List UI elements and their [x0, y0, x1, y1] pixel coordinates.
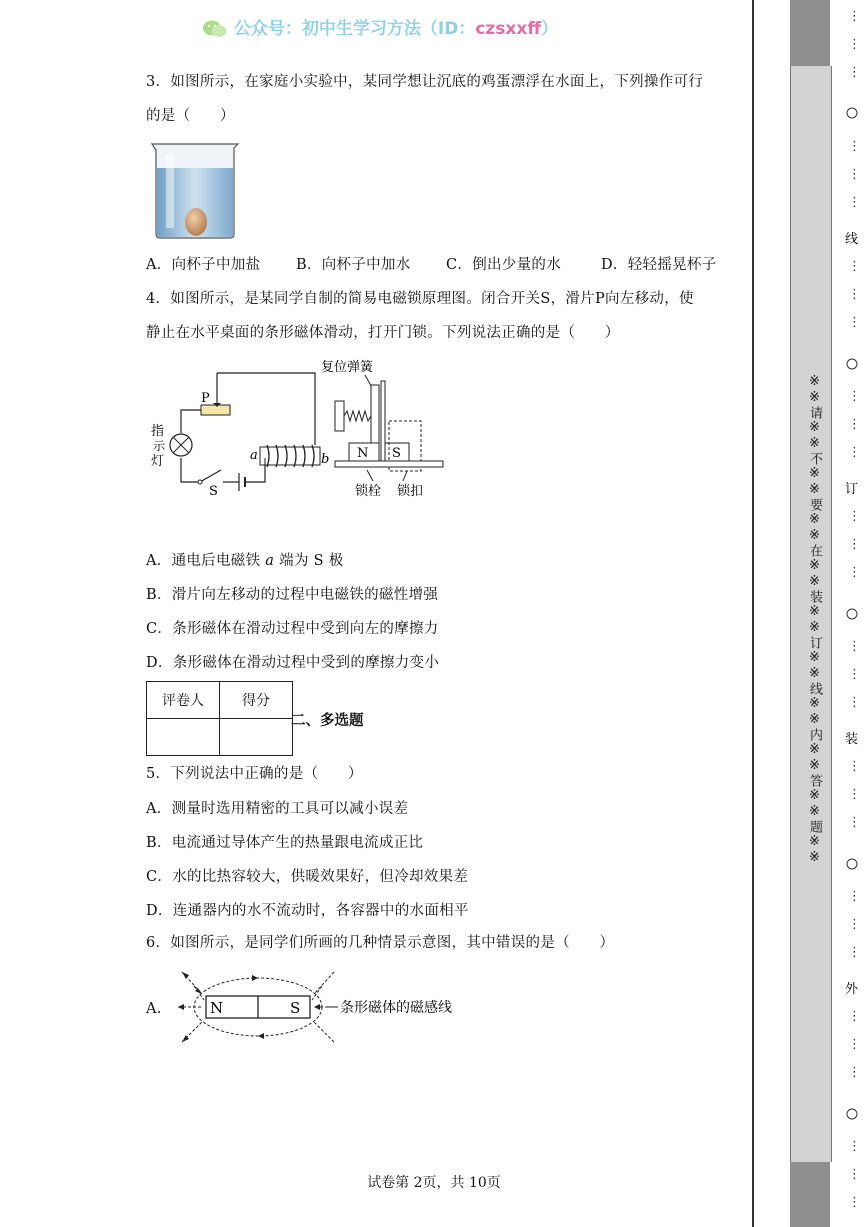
svg-text:⋮: ⋮	[848, 695, 861, 710]
q5-option-b: B．电流通过导体产生的热量跟电流成正比	[146, 835, 424, 851]
svg-text:⋮: ⋮	[848, 509, 861, 524]
svg-text:⋮: ⋮	[848, 1167, 861, 1182]
q4-stem-line2: 静止在水平桌面的条形磁体滑动，打开门锁。下列说法正确的是（ ）	[146, 325, 620, 341]
buckle-label: 锁扣	[397, 484, 424, 499]
q5-stem: 5．下列说法中正确的是（ ）	[146, 766, 363, 782]
header-banner	[0, 14, 760, 39]
score-header-grader: 评卷人	[147, 682, 220, 719]
q4-option-b: B．滑片向左移动的过程中电磁铁的磁性增强	[146, 587, 439, 603]
q4-option-c: C．条形磁体在滑动过程中受到向左的摩擦力	[146, 621, 439, 637]
bar-magnet-field-diagram	[170, 966, 470, 1050]
switch-label: S	[209, 484, 218, 499]
svg-text:⋮: ⋮	[848, 1009, 861, 1024]
q3-option-d: D．轻轻摇晃杯子	[601, 257, 717, 273]
svg-text:⋮: ⋮	[848, 1065, 861, 1080]
svg-text:⋮: ⋮	[848, 759, 861, 774]
svg-text:⋮: ⋮	[848, 65, 861, 80]
lamp-label-2: 示	[153, 439, 166, 453]
svg-text:⋮: ⋮	[848, 315, 861, 330]
q3-stem-line1: 3．如图所示，在家庭小实验中，某同学想让沉底的鸡蛋漂浮在水面上，下列操作可行	[146, 74, 704, 90]
binding-mark-install: 装	[845, 732, 859, 747]
svg-text:⋮: ⋮	[848, 1195, 861, 1210]
svg-text:⋮: ⋮	[848, 889, 861, 904]
magnet-s-pole: S	[290, 999, 301, 1017]
q3-stem-line2: 的是（ ）	[146, 108, 235, 124]
svg-text:⋮: ⋮	[848, 945, 861, 960]
binding-mark-order: 订	[845, 482, 859, 497]
binding-mark-outer: 外	[845, 982, 859, 997]
svg-text:⋮: ⋮	[848, 1037, 861, 1052]
q4-option-a-prefix: A．通电后电磁铁	[146, 553, 266, 569]
q6-option-a-label: A.	[146, 1001, 162, 1017]
page-footer: 试卷第 2页，共 10页	[367, 1175, 501, 1191]
score-cell-score	[220, 719, 293, 756]
q3-options	[146, 255, 717, 275]
header-suffix: ）	[541, 19, 559, 39]
bolt-label: 锁栓	[355, 484, 382, 499]
q5-option-a: A．测量时选用精密的工具可以减小误差	[146, 801, 409, 817]
p-label: P	[201, 391, 210, 406]
svg-text:⋮: ⋮	[848, 259, 861, 274]
svg-text:⋮: ⋮	[848, 195, 861, 210]
score-table	[146, 681, 293, 756]
beaker-with-egg-figure	[148, 138, 242, 242]
svg-text:⋮: ⋮	[848, 287, 861, 302]
q4-option-a-suffix: 端为 S 极	[274, 553, 344, 569]
q6-stem: 6．如图所示，是同学们所画的几种情景示意图，其中错误的是（ ）	[146, 935, 615, 951]
svg-text:⋮: ⋮	[848, 37, 861, 52]
svg-text:⋮: ⋮	[848, 815, 861, 830]
svg-text:⋮: ⋮	[848, 787, 861, 802]
q4-option-d: D．条形磁体在滑动过程中受到的摩擦力变小	[146, 655, 440, 671]
svg-text:⋮: ⋮	[848, 1139, 861, 1154]
b-label: b	[321, 452, 330, 467]
a-label: a	[250, 448, 258, 463]
lamp-label-3: 灯	[151, 454, 165, 469]
svg-text:⋮: ⋮	[848, 417, 861, 432]
svg-text:⋮: ⋮	[848, 139, 861, 154]
svg-text:⋮: ⋮	[848, 537, 861, 552]
n-pole-label: N	[357, 446, 369, 461]
q3-option-c: C．倒出少量的水	[446, 257, 561, 273]
binding-dash-column	[838, 0, 866, 1227]
lamp-label-1: 指	[151, 424, 165, 439]
s-pole-label: S	[392, 446, 401, 461]
q4-option-a-italic: a	[265, 553, 275, 569]
score-cell-grader	[147, 719, 220, 756]
svg-text:⋮: ⋮	[848, 167, 861, 182]
binding-strip-top	[790, 0, 830, 66]
q5-option-d: D．连通器内的水不流动时，各容器中的水面相平	[146, 903, 469, 919]
q4-stem-line1: 4．如图所示，是某同学自制的简易电磁锁原理图。闭合开关S，滑片P向左移动，使	[146, 291, 694, 307]
svg-text:⋮: ⋮	[848, 639, 861, 654]
q4-option-a	[146, 551, 344, 571]
svg-text:⋮: ⋮	[848, 9, 861, 24]
binding-warning: ※※请※※不※※要※※在※※装※※订※※线※※内※※答※※题※※	[807, 374, 822, 866]
egg	[185, 208, 207, 236]
q3-option-a: A．向杯子中加盐	[146, 257, 261, 273]
svg-text:⋮: ⋮	[848, 445, 861, 460]
wechat-icon	[202, 19, 228, 39]
q6-caption: 条形磁体的磁感线	[340, 1000, 452, 1016]
svg-text:⋮: ⋮	[848, 667, 861, 682]
binding-border-line	[752, 0, 754, 1227]
score-header-score: 得分	[220, 682, 293, 719]
binding-mark-line: 线	[845, 232, 859, 247]
spring-label: 复位弹簧	[321, 360, 374, 375]
q5-option-c: C．水的比热容较大，供暖效果好，但冷却效果差	[146, 869, 469, 885]
section-title: 二、多选题	[291, 713, 364, 729]
svg-text:⋮: ⋮	[848, 917, 861, 932]
binding-strip-bottom	[790, 1162, 830, 1227]
svg-text:⋮: ⋮	[848, 389, 861, 404]
header-prefix: 公众号：初中生学习方法（ID：	[233, 19, 476, 39]
header-id: czsxxff	[475, 19, 542, 39]
magnet-n-pole: N	[210, 999, 224, 1017]
q3-option-b: B．向杯子中加水	[296, 257, 411, 273]
electromagnetic-lock-diagram	[145, 355, 455, 505]
svg-text:⋮: ⋮	[848, 565, 861, 580]
